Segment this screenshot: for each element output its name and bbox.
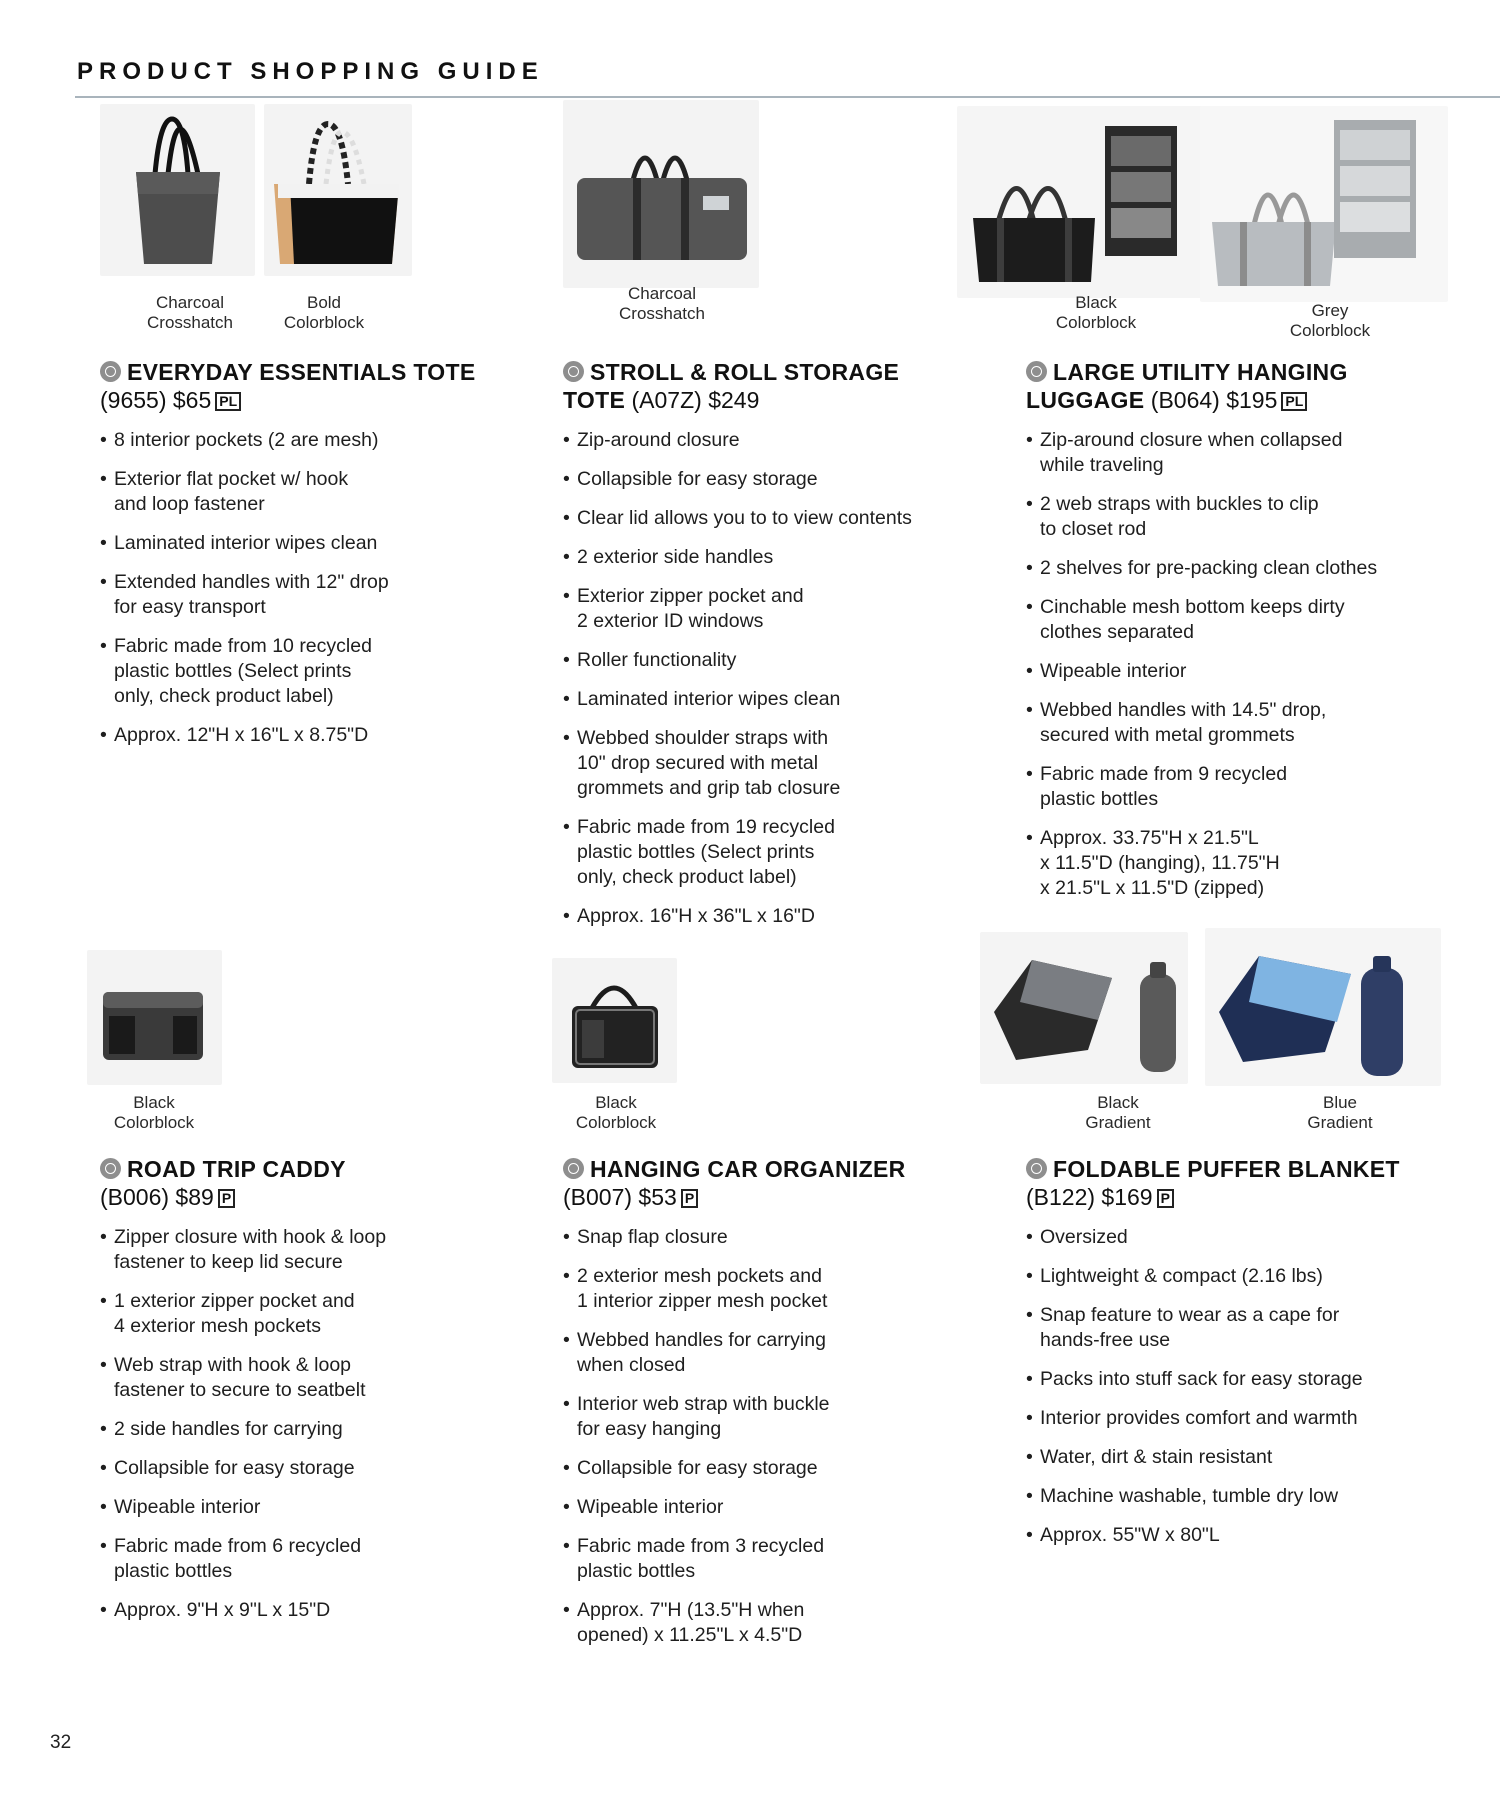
circle-seal-icon bbox=[1026, 361, 1047, 382]
list-item: • Fabric made from 6 recycled plastic bottles bbox=[100, 1534, 480, 1584]
product-title: HANGING CAR ORGANIZER (B007) $53 P bbox=[563, 1156, 906, 1210]
luggage-icon bbox=[1200, 106, 1448, 302]
list-item: • Approx. 12"H x 16"L x 8.75"D bbox=[100, 723, 470, 748]
product-photo-black-colorblock-organizer[interactable] bbox=[552, 958, 677, 1083]
list-item: • Collapsible for easy storage bbox=[563, 467, 953, 492]
product-photo-black-gradient-blanket[interactable] bbox=[980, 932, 1188, 1084]
list-item: • Fabric made from 19 recycled plastic bottles (Select prints only, check product label) bbox=[563, 815, 953, 890]
list-item: • Fabric made from 3 recycled plastic bottles bbox=[563, 1534, 943, 1584]
product-photo-blue-gradient-blanket[interactable] bbox=[1205, 928, 1441, 1086]
swatch-caption: Charcoal Crosshatch bbox=[147, 293, 233, 332]
list-item: • Laminated interior wipes clean bbox=[563, 687, 953, 712]
tote-bag-icon bbox=[264, 104, 412, 276]
swatch-caption: Black Colorblock bbox=[1055, 293, 1137, 332]
feature-list bbox=[563, 428, 953, 943]
swatch-caption: Grey Colorblock bbox=[1289, 301, 1371, 340]
page-header-title: PRODUCT SHOPPING GUIDE bbox=[77, 58, 544, 85]
list-item: • Interior provides comfort and warmth bbox=[1026, 1406, 1446, 1431]
page-number: 32 bbox=[50, 1732, 72, 1753]
list-item: • 2 shelves for pre-packing clean clothes bbox=[1026, 556, 1446, 581]
product-title: STROLL & ROLL STORAGE TOTE (A07Z) $249 bbox=[563, 359, 900, 413]
swatch-caption: Black Gradient bbox=[1085, 1093, 1151, 1132]
list-item: • Roller functionality bbox=[563, 648, 953, 673]
list-item: • Webbed handles with 14.5" drop, secured with metal grommets bbox=[1026, 698, 1446, 748]
organizer-icon bbox=[552, 958, 677, 1083]
storage-tote-icon bbox=[563, 100, 759, 288]
product-photo-charcoal-crosshatch-storage-tote[interactable] bbox=[563, 100, 759, 288]
list-item: • Machine washable, tumble dry low bbox=[1026, 1484, 1446, 1509]
product-photo-charcoal-crosshatch-tote[interactable] bbox=[100, 104, 255, 276]
list-item: • 1 exterior zipper pocket and 4 exterior mesh pockets bbox=[100, 1289, 480, 1339]
list-item: • Snap feature to wear as a cape for hands-free use bbox=[1026, 1303, 1446, 1353]
list-item: • Exterior zipper pocket and 2 exterior ID windows bbox=[563, 584, 953, 634]
blanket-icon bbox=[1205, 928, 1441, 1086]
list-item: • Approx. 33.75"H x 21.5"L x 11.5"D (hanging), 11.75"H x 21.5"L x 11.5"D (zipped) bbox=[1026, 826, 1446, 901]
list-item: • Exterior flat pocket w/ hook and loop fastener bbox=[100, 467, 470, 517]
swatch-caption: Blue Gradient bbox=[1307, 1093, 1373, 1132]
tote-bag-icon bbox=[100, 104, 255, 276]
caddy-icon bbox=[87, 950, 222, 1085]
swatch-caption: Black Colorblock bbox=[575, 1093, 657, 1132]
product-title: EVERYDAY ESSENTIALS TOTE (9655) $65 PL bbox=[100, 359, 476, 413]
product-photo-bold-colorblock-tote[interactable] bbox=[264, 104, 412, 276]
list-item: • Interior web strap with buckle for easy hanging bbox=[563, 1392, 943, 1442]
swatch-caption: Black Colorblock bbox=[113, 1093, 195, 1132]
list-item: • Approx. 55"W x 80"L bbox=[1026, 1523, 1446, 1548]
feature-list bbox=[100, 428, 470, 762]
circle-seal-icon bbox=[563, 361, 584, 382]
list-item: • Laminated interior wipes clean bbox=[100, 531, 470, 556]
list-item: • Webbed shoulder straps with 10" drop secured with metal grommets and grip tab closure bbox=[563, 726, 953, 801]
list-item: • Zipper closure with hook & loop fastener to keep lid secure bbox=[100, 1225, 480, 1275]
product-title: LARGE UTILITY HANGING LUGGAGE (B064) $195 PL bbox=[1026, 359, 1348, 413]
list-item: • Water, dirt & stain resistant bbox=[1026, 1445, 1446, 1470]
list-item: • 2 exterior side handles bbox=[563, 545, 953, 570]
circle-seal-icon bbox=[563, 1158, 584, 1179]
pl-badge: PL bbox=[215, 392, 241, 411]
swatch-caption: Bold Colorblock bbox=[283, 293, 365, 332]
pl-badge: PL bbox=[1281, 392, 1307, 411]
header-divider bbox=[75, 96, 1500, 98]
list-item: • Fabric made from 10 recycled plastic bottles (Select prints only, check product label) bbox=[100, 634, 470, 709]
list-item: • 2 web straps with buckles to clip to closet rod bbox=[1026, 492, 1446, 542]
p-badge: P bbox=[1157, 1189, 1174, 1208]
list-item: • Zip-around closure bbox=[563, 428, 953, 453]
product-photo-black-colorblock-caddy[interactable] bbox=[87, 950, 222, 1085]
product-title: ROAD TRIP CADDY (B006) $89 P bbox=[100, 1156, 346, 1210]
list-item: • Collapsible for easy storage bbox=[563, 1456, 943, 1481]
p-badge: P bbox=[218, 1189, 235, 1208]
list-item: • Lightweight & compact (2.16 lbs) bbox=[1026, 1264, 1446, 1289]
blanket-icon bbox=[980, 932, 1188, 1084]
list-item: • Snap flap closure bbox=[563, 1225, 943, 1250]
list-item: • Wipeable interior bbox=[1026, 659, 1446, 684]
circle-seal-icon bbox=[100, 1158, 121, 1179]
list-item: • Extended handles with 12" drop for easy transport bbox=[100, 570, 470, 620]
list-item: • Webbed handles for carrying when closed bbox=[563, 1328, 943, 1378]
circle-seal-icon bbox=[1026, 1158, 1047, 1179]
list-item: • 2 side handles for carrying bbox=[100, 1417, 480, 1442]
list-item: • Web strap with hook & loop fastener to secure to seatbelt bbox=[100, 1353, 480, 1403]
product-photo-grey-colorblock-luggage[interactable] bbox=[1200, 106, 1448, 302]
list-item: • Approx. 9"H x 9"L x 15"D bbox=[100, 1598, 480, 1623]
list-item: • Wipeable interior bbox=[563, 1495, 943, 1520]
list-item: • Collapsible for easy storage bbox=[100, 1456, 480, 1481]
list-item: • Approx. 7"H (13.5"H when opened) x 11.25"L x 4.5"D bbox=[563, 1598, 943, 1648]
feature-list bbox=[100, 1225, 480, 1637]
list-item: • Fabric made from 9 recycled plastic bottles bbox=[1026, 762, 1446, 812]
product-title: FOLDABLE PUFFER BLANKET (B122) $169 P bbox=[1026, 1156, 1400, 1210]
list-item: • Clear lid allows you to to view contents bbox=[563, 506, 953, 531]
feature-list bbox=[1026, 1225, 1446, 1562]
list-item: • 2 exterior mesh pockets and 1 interior zipper mesh pocket bbox=[563, 1264, 943, 1314]
list-item: • Packs into stuff sack for easy storage bbox=[1026, 1367, 1446, 1392]
feature-list bbox=[563, 1225, 943, 1662]
p-badge: P bbox=[681, 1189, 698, 1208]
list-item: • 8 interior pockets (2 are mesh) bbox=[100, 428, 470, 453]
list-item: • Zip-around closure when collapsed while traveling bbox=[1026, 428, 1446, 478]
list-item: • Wipeable interior bbox=[100, 1495, 480, 1520]
list-item: • Approx. 16"H x 36"L x 16"D bbox=[563, 904, 953, 929]
swatch-caption: Charcoal Crosshatch bbox=[619, 284, 705, 323]
feature-list bbox=[1026, 428, 1446, 915]
list-item: • Cinchable mesh bottom keeps dirty clothes separated bbox=[1026, 595, 1446, 645]
circle-seal-icon bbox=[100, 361, 121, 382]
list-item: • Oversized bbox=[1026, 1225, 1446, 1250]
